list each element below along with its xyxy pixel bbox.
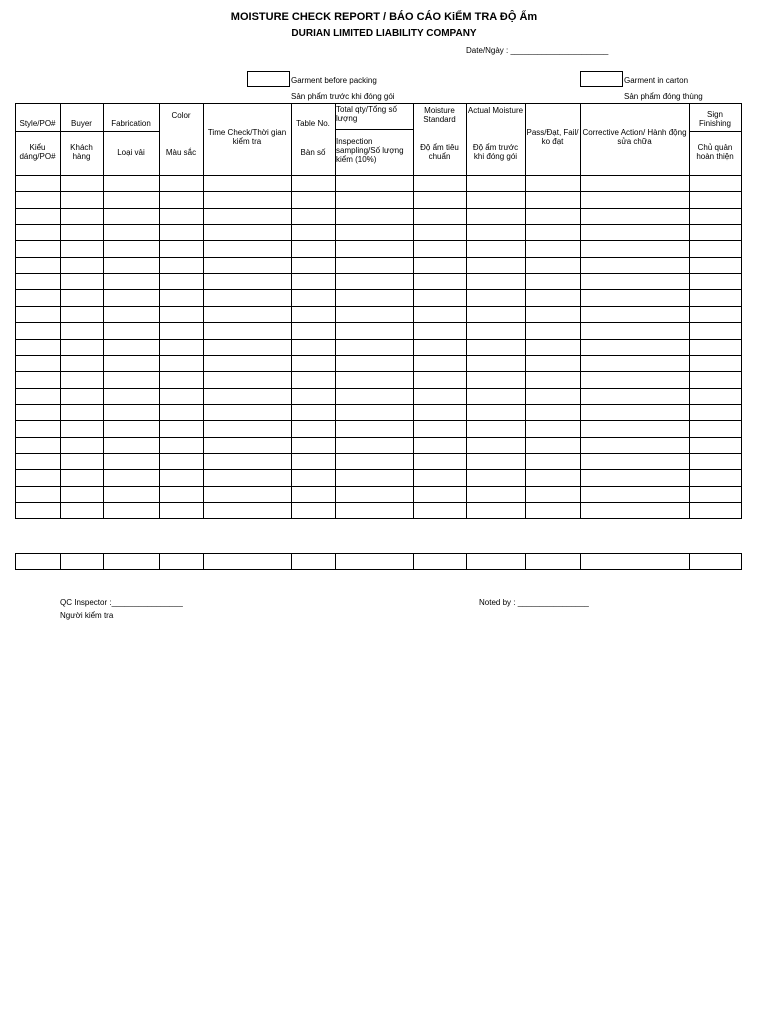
- table-col-line: [203, 103, 204, 519]
- column-header-vn-2: Khách hàng: [70, 143, 93, 161]
- header-split-line: [689, 131, 741, 132]
- column-header-9: Actual Moisture: [467, 106, 524, 115]
- total-col-line: [159, 553, 160, 570]
- total-row-line: [15, 553, 742, 554]
- qc-inspector-label-vn: Người kiểm tra: [60, 611, 114, 620]
- table-header-bottom: [15, 175, 742, 176]
- table-col-line: [291, 103, 292, 519]
- total-col-line: [335, 553, 336, 570]
- table-row-line: [15, 371, 742, 372]
- table-col-line: [689, 103, 690, 519]
- date-field[interactable]: Date/Ngày : ______________________: [466, 46, 609, 55]
- report-title: MOISTURE CHECK REPORT / BÁO CÁO KiỂM TRA ĐỘ Ẩm: [230, 11, 538, 23]
- total-col-line: [103, 553, 104, 570]
- table-row-line: [15, 420, 742, 421]
- column-header-vn-9: Độ ẩm trước khi đóng gói: [472, 143, 519, 161]
- header-split-line: [15, 131, 159, 132]
- table-row-line: [15, 437, 742, 438]
- total-col-line: [741, 553, 742, 570]
- qc-inspector-field[interactable]: QC Inspector :________________: [60, 598, 183, 607]
- total-col-line: [15, 553, 16, 570]
- table-border-top: [15, 103, 742, 104]
- table-col-line: [413, 103, 414, 519]
- total-col-line: [580, 553, 581, 570]
- table-row-line: [15, 240, 742, 241]
- column-header-vn-8: Độ ẩm tiêu chuẩn: [420, 143, 459, 161]
- total-col-line: [291, 553, 292, 570]
- total-col-line: [413, 553, 414, 570]
- column-header-12: Sign Finishing: [698, 110, 731, 128]
- table-col-line: [741, 103, 742, 519]
- table-col-line: [103, 103, 104, 519]
- before-packing-label: Garment before packing: [291, 76, 377, 85]
- table-row-line: [15, 518, 742, 519]
- table-row-line: [15, 273, 742, 274]
- column-header-3: Fabrication: [111, 119, 151, 128]
- column-header-2: Buyer: [71, 119, 92, 128]
- column-header-10: Pass/Đạt, Fail/ ko đạt: [526, 128, 579, 146]
- table-row-line: [15, 191, 742, 192]
- in-carton-label-vn: Sản phẩm đóng thùng: [624, 92, 703, 101]
- table-row-line: [15, 322, 742, 323]
- table-col-line: [15, 103, 16, 519]
- total-col-line: [466, 553, 467, 570]
- column-header-7: Total qty/Tổng số lượng: [336, 105, 397, 123]
- table-row-line: [15, 388, 742, 389]
- column-header-vn-3: Loại vải: [117, 148, 145, 157]
- total-col-line: [60, 553, 61, 570]
- before-packing-label-vn: Sản phẩm trước khi đóng gói: [291, 92, 395, 101]
- table-row-line: [15, 306, 742, 307]
- header-split-line: [335, 129, 413, 130]
- column-header-vn-6: Bàn số: [300, 148, 326, 157]
- table-row-line: [15, 257, 742, 258]
- table-row-line: [15, 469, 742, 470]
- column-header-11: Corrective Action/ Hành động sửa chữa: [582, 128, 687, 146]
- table-row-line: [15, 224, 742, 225]
- total-col-line: [689, 553, 690, 570]
- table-row-line: [15, 404, 742, 405]
- company-name: DURIAN LIMITED LIABILITY COMPANY: [291, 28, 477, 39]
- table-row-line: [15, 339, 742, 340]
- table-row-line: [15, 289, 742, 290]
- column-header-4: Color: [171, 111, 191, 120]
- column-header-8: Moisture Standard: [423, 106, 456, 124]
- column-header-vn-12: Chủ quản hoàn thiện: [696, 143, 734, 161]
- total-row-line: [15, 569, 742, 570]
- table-col-line: [60, 103, 61, 519]
- column-header-vn-7: Inspection sampling/Số lượng kiểm (10%): [336, 137, 404, 164]
- table-row-line: [15, 453, 742, 454]
- column-header-1: Style/PO#: [19, 119, 56, 128]
- total-col-line: [525, 553, 526, 570]
- table-col-line: [335, 103, 336, 519]
- table-col-line: [159, 103, 160, 519]
- table-col-line: [466, 103, 467, 519]
- column-header-vn-1: Kiểu dáng/PO#: [19, 143, 56, 161]
- table-row-line: [15, 486, 742, 487]
- table-col-line: [525, 103, 526, 519]
- table-row-line: [15, 502, 742, 503]
- table-row-line: [15, 355, 742, 356]
- noted-by-field[interactable]: Noted by : ________________: [479, 598, 589, 607]
- column-header-5: Time Check/Thời gian kiểm tra: [207, 128, 287, 146]
- column-header-vn-4: Màu sắc: [165, 148, 197, 157]
- column-header-6: Table No.: [296, 119, 330, 128]
- table-col-line: [580, 103, 581, 519]
- in-carton-label: Garment in carton: [624, 76, 689, 85]
- total-col-line: [203, 553, 204, 570]
- table-row-line: [15, 208, 742, 209]
